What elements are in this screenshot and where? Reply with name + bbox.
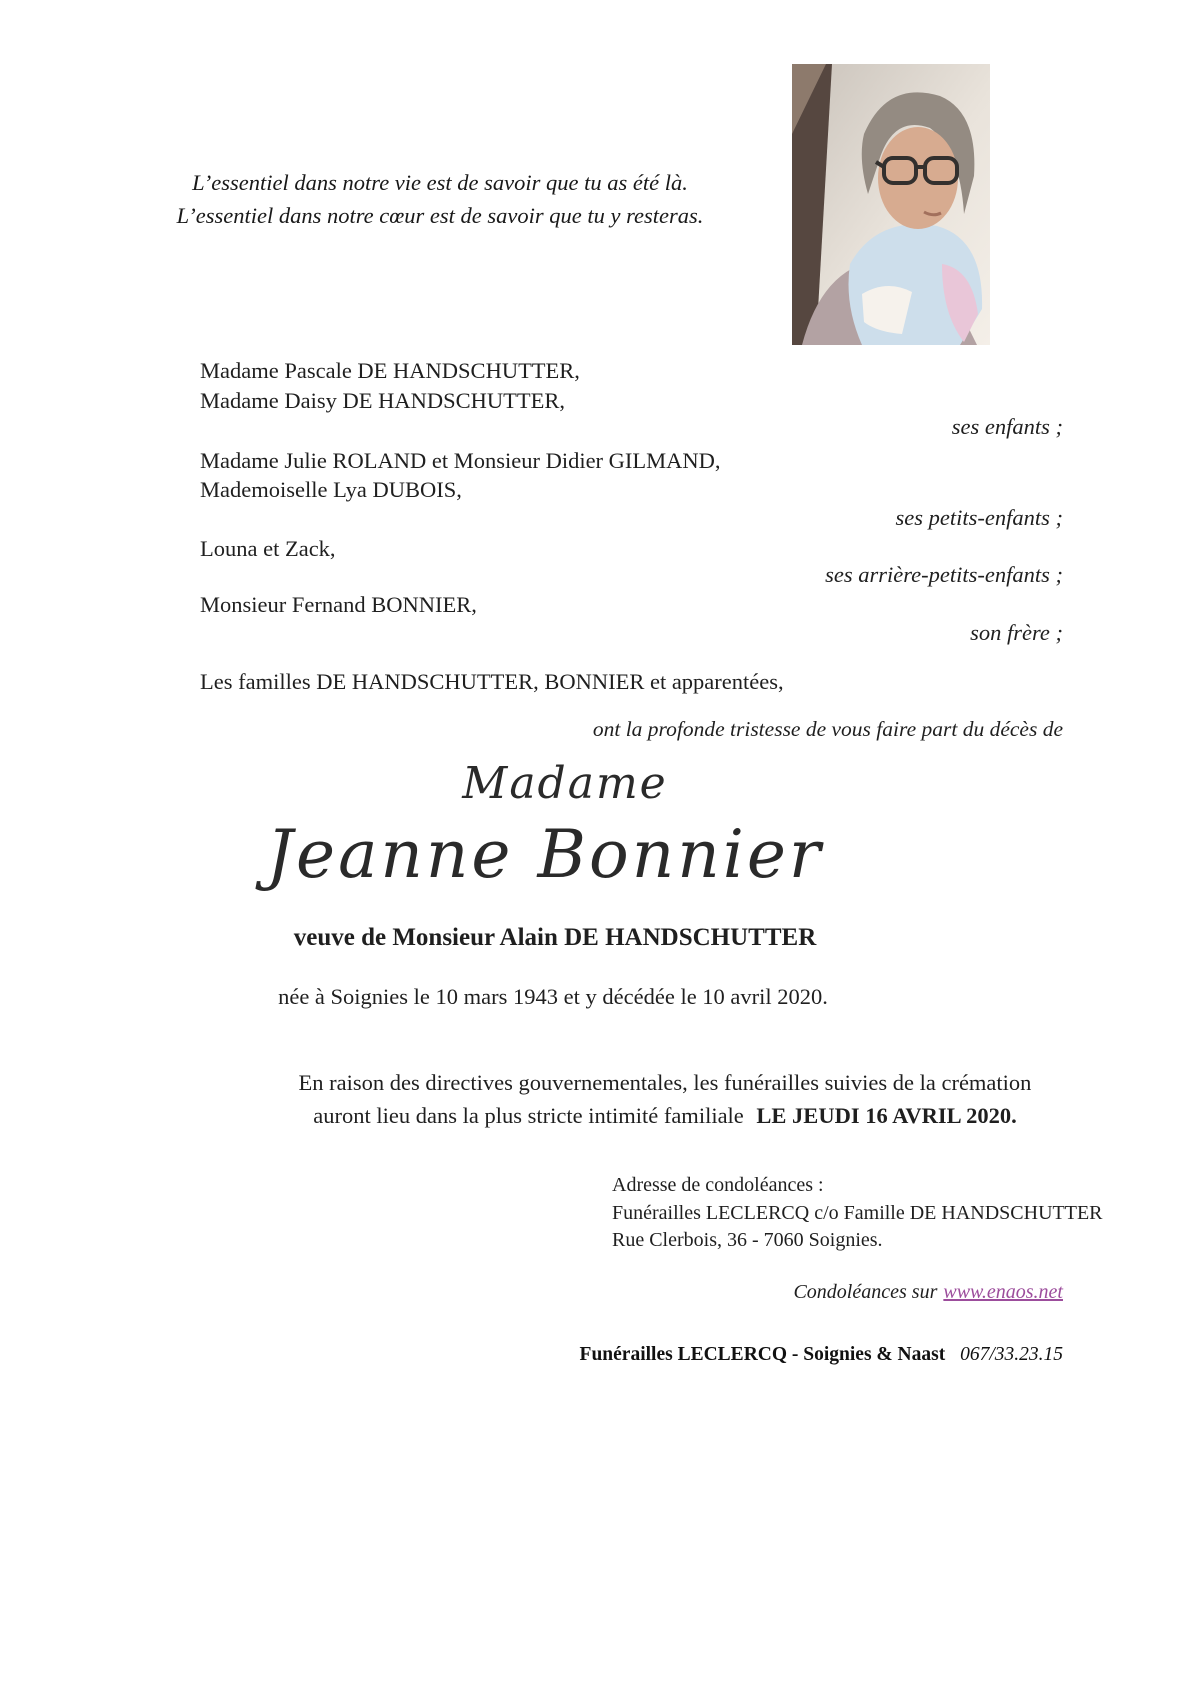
relation-children: ses enfants ; — [951, 414, 1063, 439]
online-condolences — [793, 1281, 1063, 1304]
family-brother-name: Monsieur Fernand BONNIER, — [200, 592, 477, 617]
family-grandchildren-name-1: Madame Julie ROLAND et Monsieur Didier GILMAND, — [200, 448, 721, 473]
relation-great-grandchildren: ses arrière-petits-enfants ; — [825, 562, 1063, 587]
deceased-name: Jeanne Bonnier — [266, 816, 824, 893]
quote-line-1: L’essentiel dans notre vie est de savoir que tu as été là. — [192, 170, 688, 195]
funeral-date: LE JEUDI 16 AVRIL 2020. — [756, 1103, 1017, 1128]
footer-phone: 067/33.23.15 — [960, 1344, 1063, 1365]
opening-quote — [110, 166, 770, 232]
funeral-info-line-1: En raison des directives gouvernementales, les funérailles suivies de la crémation — [298, 1070, 1032, 1095]
funeral-info-line-2 — [245, 1099, 1085, 1132]
deceased-title: Madame — [462, 758, 668, 809]
footer-funeral-home: Funérailles LECLERCQ - Soignies & Naast — [579, 1344, 946, 1365]
family-children-name-2: Madame Daisy DE HANDSCHUTTER, — [200, 388, 565, 413]
footer — [580, 1344, 1063, 1366]
relation-grandchildren: ses petits-enfants ; — [895, 505, 1063, 530]
widow-line: veuve de Monsieur Alain DE HANDSCHUTTER — [293, 924, 817, 951]
quote-line-2: L’essentiel dans notre cœur est de savoir que tu y resteras. — [176, 203, 704, 228]
family-children-name-1: Madame Pascale DE HANDSCHUTTER, — [200, 358, 580, 383]
online-condolences-prefix: Condoléances sur — [793, 1281, 938, 1303]
condolence-address-block — [612, 1172, 1103, 1255]
family-great-grandchildren-names: Louna et Zack, — [200, 536, 336, 561]
condolence-address-label: Adresse de condoléances : — [612, 1174, 824, 1196]
families-line: Les familles DE HANDSCHUTTER, BONNIER et apparentées, — [200, 669, 784, 694]
face — [878, 127, 958, 229]
funeral-information — [245, 1066, 1085, 1132]
enaos-link[interactable]: www.enaos.net — [943, 1281, 1063, 1303]
birth-death-line: née à Soignies le 10 mars 1943 et y décédée le 10 avril 2020. — [278, 984, 828, 1009]
funeral-info-line-2-text: auront lieu dans la plus stricte intimité familiale — [313, 1103, 744, 1128]
condolence-address-line-2: Rue Clerbois, 36 - 7060 Soignies. — [612, 1229, 883, 1251]
relation-brother: son frère ; — [970, 620, 1063, 645]
announcement-intro: ont la profonde tristesse de vous faire part du décès de — [592, 717, 1063, 741]
family-grandchildren-name-2: Mademoiselle Lya DUBOIS, — [200, 477, 462, 502]
portrait-photo — [792, 64, 990, 345]
condolence-address-line-1: Funérailles LECLERCQ c/o Famille DE HANDSCHUTTER — [612, 1201, 1103, 1224]
